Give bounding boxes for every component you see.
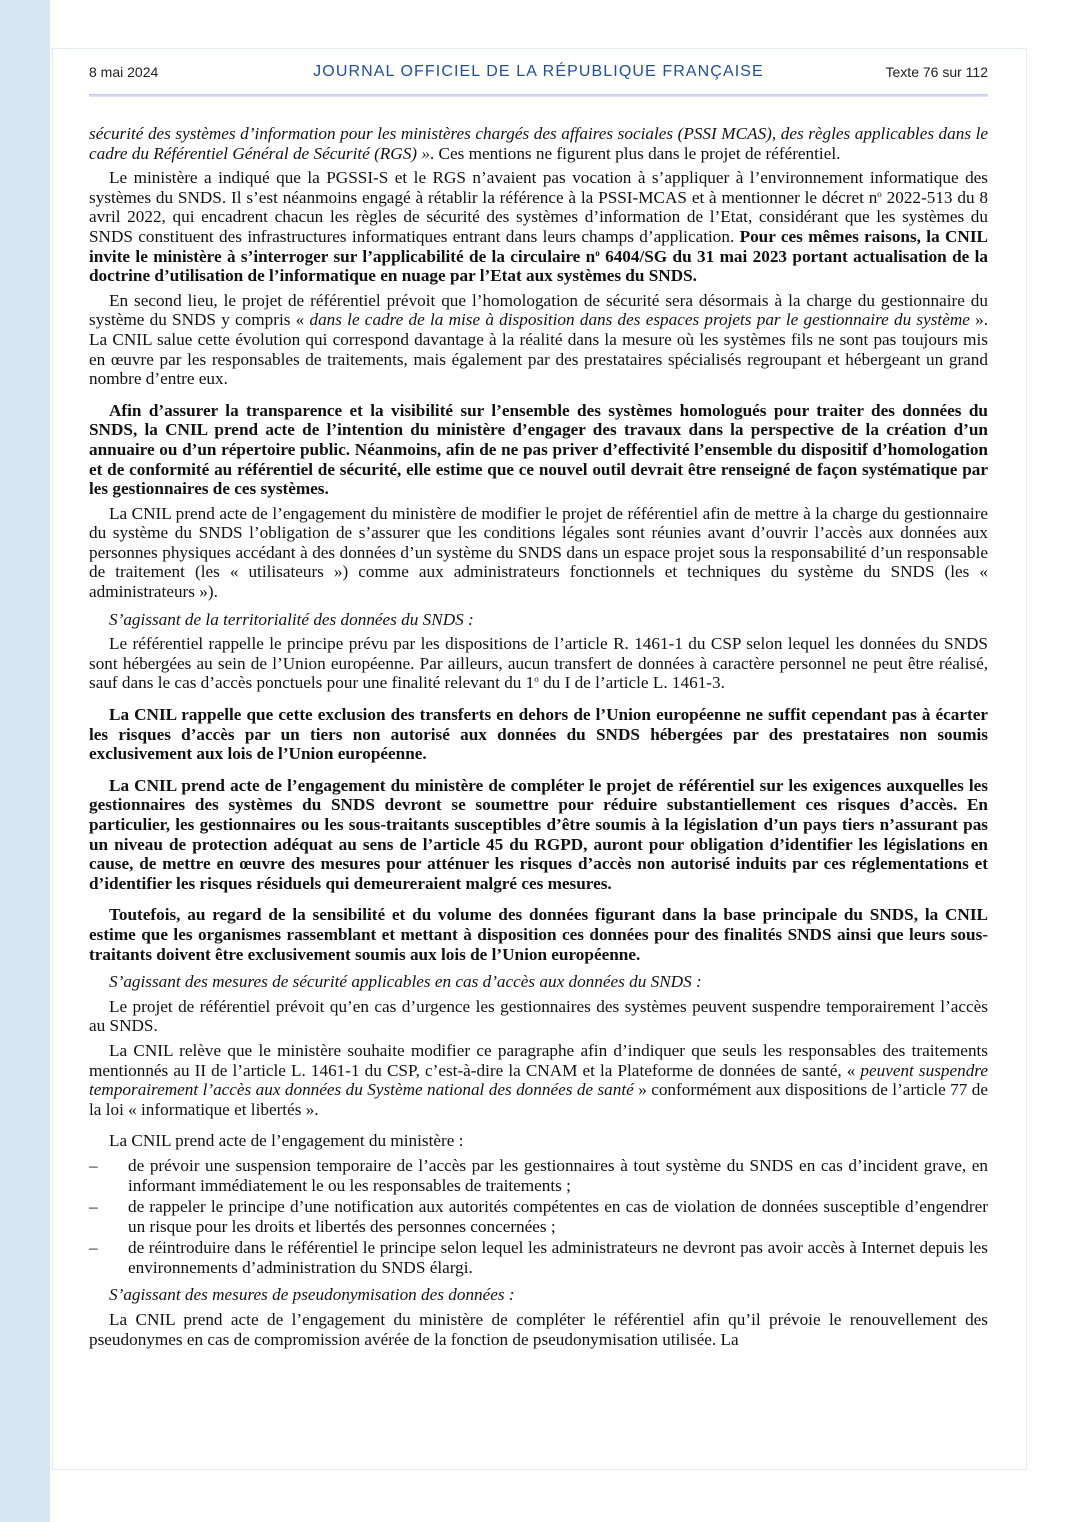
italic-quote: dans le cadre de la mise à disposition dans des espaces projets par le gestionnaire du système bbox=[309, 310, 970, 330]
text-run: » conformément aux dispositions de l’article 77 de la loi « informatique et libertés ». bbox=[89, 1080, 988, 1119]
text-run: ». La CNIL salue cette évolution qui correspond davantage à la réalité dans la mesure où les systèmes fils ne sont pas toujours mis en œuvre par les responsables de traitements, mais également par des prestataires spécialisés regroupant et hébergeant un grand nombre d’entre eux. bbox=[89, 310, 988, 389]
paragraph: La CNIL prend acte de l’engagement du ministère de modifier le projet de référentiel afin de mettre à la charge du gestionnaire du système du SNDS l’obligation de s’assurer que les conditions légales sont réunies avant d’ouvrir l’accès aux données aux personnes physiques accédant à des données d’un système du SNDS dans un espace projet sous la responsabilité d’un responsable de traitement (les « utilisateurs ») comme aux administrateurs fonctionnels et techniques du système du SNDS (les « administrateurs »). bbox=[89, 503, 988, 602]
paragraph: La CNIL prend acte de l’engagement du ministère : bbox=[109, 1131, 464, 1151]
bold-paragraph: La CNIL prend acte de l’engagement du ministère de compléter le projet de référentiel sur les exigences auxquelles les gestionnaires des systèmes du SNDS devront se soumettre pour réduire substantiellement ces risques d’accès. En particulier, les gestionnaires ou les sous-traitants susceptibles d’être soumis à la législation d’un pays tiers n’assurant pas un niveau de protection adéquat au sens de l’article 45 du RGPD, auront pour obligation d’identifier les législations en cause, de mettre en œuvre des mesures pour atténuer les risques d’accès non autorisé induits par ces réglementations et d’identifier les risques résiduels qui demeureraient malgré ces mesures. bbox=[89, 775, 988, 893]
list-item-text: de réintroduire dans le référentiel le principe selon lequel les administrateurs ne devront pas avoir accès à Internet depuis les environnements d’administration du SNDS élargi. bbox=[128, 1238, 988, 1277]
section-heading: S’agissant des mesures de pseudonymisation des données : bbox=[109, 1285, 515, 1305]
left-margin-band bbox=[0, 0, 50, 1522]
paragraph bbox=[89, 1041, 988, 1119]
section-heading: S’agissant de la territorialité des données du SNDS : bbox=[109, 609, 474, 629]
text-run: 2022-513 du 8 avril 2022, qui encadrent chacun les règles de sécurité des systèmes d’information de l’Etat, considérant que les systèmes du SNDS constituent des infrastructures informatiques entrant dans leurs champs d’application. bbox=[89, 187, 988, 246]
list-item-text: de prévoir une suspension temporaire de l’accès par les gestionnaires à tout système du SNDS en cas d’incident grave, en informant immédiatement le ou les responsables de traitements ; bbox=[128, 1155, 988, 1195]
text-run: . Ces mentions ne figurent plus dans le projet de référentiel. bbox=[429, 143, 841, 163]
list-item bbox=[89, 1197, 988, 1236]
paragraph bbox=[89, 124, 988, 163]
section-heading: S’agissant des mesures de sécurité applicables en cas d’accès aux données du SNDS : bbox=[109, 972, 702, 992]
page-reference: Texte 76 sur 112 bbox=[885, 64, 988, 80]
publication-date: 8 mai 2024 bbox=[89, 64, 159, 80]
bold-paragraph: Afin d’assurer la transparence et la visibilité sur l’ensemble des systèmes homologués pour traiter des données du SNDS, la CNIL prend acte de l’intention du ministère d’engager des travaux dans la perspective de la création d’un annuaire ou d’un répertoire public. Néanmoins, afin de ne pas priver d’effectivité l’ensemble du dispositif d’homologation et de conformité au référentiel de sécurité, elle estime que ce nouvel outil devrait être renseigné de façon systématique par les gestionnaires de ces systèmes. bbox=[89, 400, 988, 499]
list-marker: – bbox=[89, 1238, 98, 1258]
superscript: o bbox=[595, 247, 600, 258]
italic-quote: sécurité des systèmes d’information pour les ministères chargés des affaires sociales (PSSI MCAS), des règles applicables dans le cadre du Référentiel Général de Sécurité (RGS) » bbox=[89, 124, 988, 163]
text-run: La CNIL relève que le ministère souhaite modifier ce paragraphe afin d’indiquer que seuls les responsables des traitements mentionnés au II de l’article L. 1461-1 du CSP, c’est-à-dire la CNAM et la Plateforme de données de santé, « bbox=[89, 1040, 988, 1080]
italic-quote: peuvent suspendre temporairement l’accès aux données du Système national des données de santé bbox=[89, 1060, 988, 1100]
journal-title: JOURNAL OFFICIEL DE LA RÉPUBLIQUE FRANÇAISE bbox=[313, 63, 764, 80]
superscript: o bbox=[534, 674, 539, 685]
paragraph bbox=[89, 634, 988, 693]
header-divider bbox=[89, 94, 988, 97]
list-marker: – bbox=[89, 1197, 98, 1217]
bold-paragraph: Toutefois, au regard de la sensibilité et du volume des données figurant dans la base principale du SNDS, la CNIL estime que les organismes rassemblant et mettant à disposition ces données pour des finalités SNDS ainsi que leurs sous-traitants doivent être exclusivement soumis aux lois de l’Union européenne. bbox=[89, 905, 988, 964]
bold-paragraph: La CNIL rappelle que cette exclusion des transferts en dehors de l’Union européenne ne suffit cependant pas à écarter les risques d’accès par un tiers non autorisé aux données du SNDS hébergées par des prestataires non soumis exclusivement aux lois de l’Union européenne. bbox=[89, 705, 988, 764]
list-item bbox=[89, 1238, 988, 1277]
paragraph: Le projet de référentiel prévoit qu’en cas d’urgence les gestionnaires des systèmes peuvent suspendre temporairement l’accès au SNDS. bbox=[89, 996, 988, 1036]
commitment-list bbox=[89, 1156, 988, 1278]
page-header bbox=[89, 64, 988, 84]
document-body bbox=[89, 124, 988, 1354]
paragraph: La CNIL prend acte de l’engagement du ministère de compléter le référentiel afin qu’il prévoie le renouvellement des pseudonymes en cas de compromission avérée de la fonction de pseudonymisation utilisée. La bbox=[89, 1310, 988, 1349]
paragraph bbox=[89, 168, 988, 286]
text-run: Le ministère a indiqué que la PGSSI-S et le RGS n’avaient pas vocation à s’appliquer à l’environnement informatique des systèmes du SNDS. Il s’est néanmoins engagé à rétablir la référence à la PSSI-MCAS et à mentionner le décret n bbox=[89, 168, 988, 207]
text-run: Le référentiel rappelle le principe prévu par les dispositions de l’article R. 1461-1 du CSP selon lequel les données du SNDS sont hébergées au sein de l’Union européenne. Par ailleurs, aucun transfert de données à caractère personnel ne peut être réalisé, sauf dans le cas d’accès ponctuels pour une finalité relevant du 1 bbox=[89, 634, 988, 693]
list-item bbox=[89, 1156, 988, 1195]
list-item-text: de rappeler le principe d’une notification aux autorités compétentes en cas de violation de données susceptible d’engendrer un risque pour les droits et libertés des personnes concernées ; bbox=[128, 1197, 988, 1236]
paragraph bbox=[89, 291, 988, 389]
text-run: Pour ces mêmes raisons, la CNIL invite le ministère à s’interroger sur l’applicabilité de la circulaire n bbox=[89, 226, 988, 266]
text-run: du I de l’article L. 1461-3. bbox=[538, 673, 725, 693]
superscript: o bbox=[877, 188, 882, 199]
text-run: 6404/SG du 31 mai 2023 portant actualisation de la doctrine d’utilisation de l’informatique en nuage par l’Etat aux systèmes du SNDS. bbox=[89, 246, 989, 286]
text-run: En second lieu, le projet de référentiel prévoit que l’homologation de sécurité sera désormais à la charge du gestionnaire du système du SNDS y compris « bbox=[89, 290, 988, 330]
list-marker: – bbox=[89, 1155, 98, 1175]
